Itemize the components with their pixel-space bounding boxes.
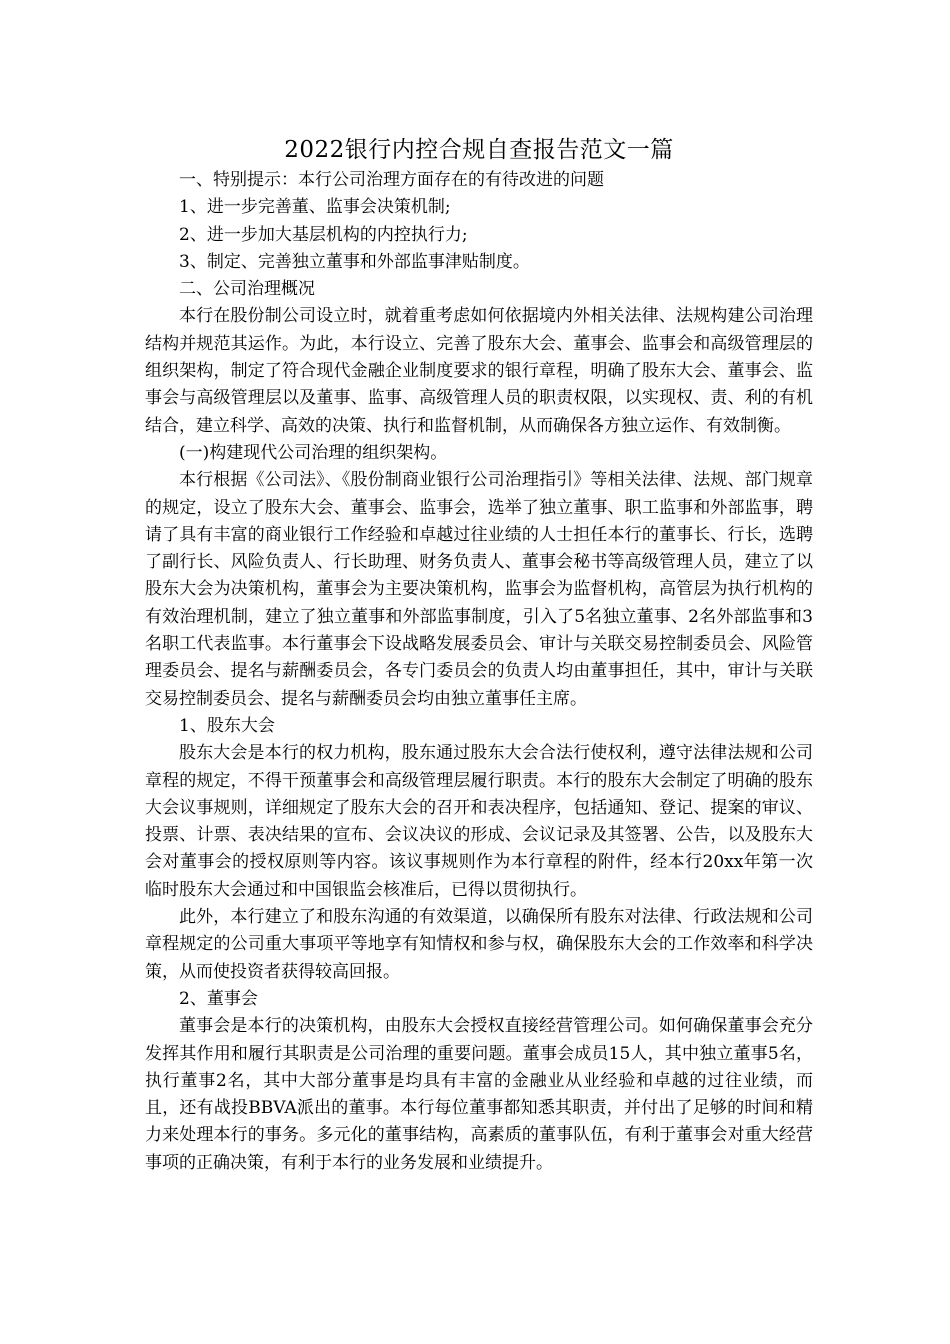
body-paragraph: 此外，本行建立了和股东沟通的有效渠道，以确保所有股东对法律、行政法规和公司章程规定的公司重大事项平等地享有知情权和参与权，确保股东大会的工作效率和科学决策，从而使投资者获得较高回报。 [145, 907, 813, 982]
body-paragraph: 股东大会是本行的权力机构，股东通过股东大会合法行使权利，遵守法律法规和公司章程的规定，不得干预董事会和高级管理层履行职责。本行的股东大会制定了明确的股东大会议事规则，详细规定了股东大会的召开和表决程序，包括通知、登记、提案的审议、投票、计票、表决结果的宣布、会议决议的形成、会议记录及其签署、公告，以及股东大会对董事会的授权原则等内容。该议事规则作为本行章程的附件，经本行20xx年第一次临时股东大会通过和中国银监会核准后，已得以贯彻执行。 [145, 743, 813, 900]
body-paragraph: 本行根据《公司法》、《股份制商业银行公司治理指引》等相关法律、法规、部门规章的规定，设立了股东大会、董事会、监事会，选举了独立董事、职工监事和外部监事，聘请了具有丰富的商业银行工作经验和卓越过往业绩的人士担任本行的董事长、行长，选聘了副行长、风险负责人、行长助理、财务负责人、董事会秘书等高级管理人员，建立了以股东大会为决策机构，董事会为主要决策机构，监事会为监督机构，高管层为执行机构的有效治理机制，建立了独立董事和外部监事制度，引入了5名独立董事、2名外部监事和3名职工代表监事。本行董事会下设战略发展委员会、审计与关联交易控制委员会、风险管理委员会、提名与薪酬委员会，各专门委员会的负责人均由董事担任，其中，审计与关联交易控制委员会、提名与薪酬委员会均由独立董事任主席。 [145, 470, 813, 709]
document-page [145, 133, 813, 1177]
section-heading-special-notice: 一、特别提示：本行公司治理方面存在的有待改进的问题 [179, 170, 604, 190]
subsection-heading: (一)构建现代公司治理的组织架构。 [179, 442, 448, 463]
subsection-heading-board: 2、董事会 [179, 988, 258, 1009]
list-item: 3、制定、完善独立董事和外部监事津贴制度。 [179, 251, 530, 272]
document-body [145, 167, 813, 1177]
document-title: 2022银行内控合规自查报告范文一篇 [284, 137, 674, 163]
body-paragraph: 董事会是本行的决策机构，由股东大会授权直接经营管理公司。如何确保董事会充分发挥其作用和履行其职责是公司治理的重要问题。董事会成员15人，其中独立董事5名，执行董事2名，其中大部分董事是均具有丰富的金融业从业经验和卓越的过往业绩，而且，还有战投BBVA派出的董事。本行每位董事都知悉其职责，并付出了足够的时间和精力来处理本行的事务。多元化的董事结构，高素质的董事队伍，有利于董事会对重大经营事项的正确决策，有利于本行的业务发展和业绩提升。 [145, 1016, 813, 1173]
section-heading-governance-overview: 二、公司治理概况 [179, 279, 315, 300]
body-paragraph: 本行在股份制公司设立时，就着重考虑如何依据境内外相关法律、法规构建公司治理结构并规范其运作。为此，本行设立、完善了股东大会、董事会、监事会和高级管理层的组织架构，制定了符合现代金融企业制度要求的银行章程，明确了股东大会、董事会、监事会与高级管理层以及董事、监事、高级管理人员的职责权限，以实现权、责、利的有机结合，建立科学、高效的决策、执行和监督机制，从而确保各方独立运作、有效制衡。 [145, 306, 813, 436]
subsection-heading-shareholders-meeting: 1、股东大会 [179, 715, 275, 736]
list-item: 2、进一步加大基层机构的内控执行力; [179, 224, 468, 245]
list-item: 1、进一步完善董、监事会决策机制; [179, 197, 451, 218]
